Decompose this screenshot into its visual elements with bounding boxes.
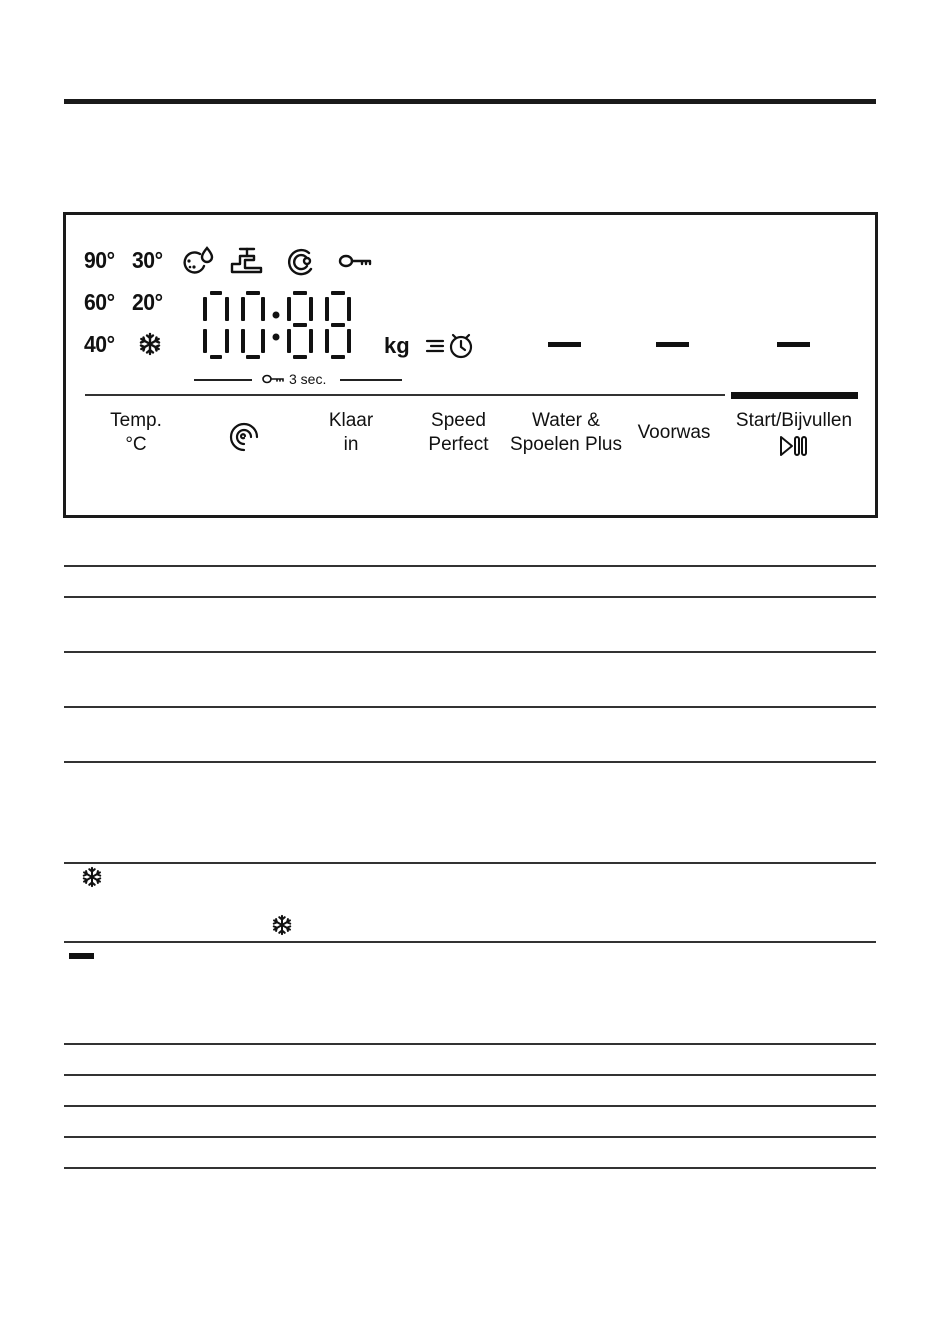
snowflake-icon bbox=[138, 332, 162, 356]
temp-30-indicator: 30° bbox=[132, 247, 163, 273]
table-row-divider bbox=[64, 761, 876, 763]
play-pause-icon bbox=[724, 435, 864, 464]
drum-clean-icon bbox=[285, 246, 317, 278]
water-plus-indicator bbox=[548, 342, 581, 347]
start-button[interactable]: Start/Bijvullen bbox=[724, 409, 864, 464]
spin-icon bbox=[227, 438, 261, 459]
table-row-divider bbox=[64, 1167, 876, 1169]
speed-perfect-button[interactable]: Speed Perfect bbox=[428, 410, 489, 455]
snowflake-icon bbox=[81, 866, 103, 892]
klaar-in-button[interactable]: Klaar in bbox=[328, 410, 374, 455]
speed-clock-icon bbox=[425, 332, 477, 360]
time-display bbox=[201, 291, 371, 359]
table-row-divider bbox=[64, 651, 876, 653]
table-row-divider bbox=[64, 862, 876, 864]
water-spoelen-button[interactable]: Water & Spoelen Plus bbox=[510, 410, 622, 455]
stain-icon bbox=[180, 246, 214, 276]
spin-button[interactable] bbox=[221, 420, 266, 461]
temp-60-indicator: 60° bbox=[84, 289, 115, 315]
voorwas-button[interactable]: Voorwas bbox=[637, 422, 711, 443]
snowflake-icon bbox=[271, 914, 293, 940]
table-row-divider bbox=[64, 706, 876, 708]
voorwas-indicator bbox=[656, 342, 689, 347]
start-indicator bbox=[777, 342, 810, 347]
table-row-divider bbox=[64, 941, 876, 943]
key-icon bbox=[338, 252, 372, 270]
temp-20-indicator: 20° bbox=[132, 289, 163, 315]
start-button-bar bbox=[731, 392, 858, 399]
table-row-divider bbox=[64, 1136, 876, 1138]
table-row-divider bbox=[64, 565, 876, 567]
table-row-divider bbox=[64, 1105, 876, 1107]
temp-40-indicator: 40° bbox=[84, 331, 115, 357]
table-row-divider bbox=[64, 596, 876, 598]
dash-indicator-symbol bbox=[69, 953, 94, 959]
key-icon bbox=[262, 373, 284, 385]
temp-button[interactable]: Temp. °C bbox=[110, 410, 162, 455]
panel-divider bbox=[85, 394, 725, 396]
hold-3sec-label: 3 sec. bbox=[194, 371, 404, 387]
kg-unit: kg bbox=[384, 333, 410, 358]
header-rule bbox=[64, 99, 876, 104]
temp-90-indicator: 90° bbox=[84, 247, 115, 273]
control-panel bbox=[63, 212, 878, 518]
table-row-divider bbox=[64, 1043, 876, 1045]
tap-icon bbox=[230, 246, 264, 276]
table-row-divider bbox=[64, 1074, 876, 1076]
